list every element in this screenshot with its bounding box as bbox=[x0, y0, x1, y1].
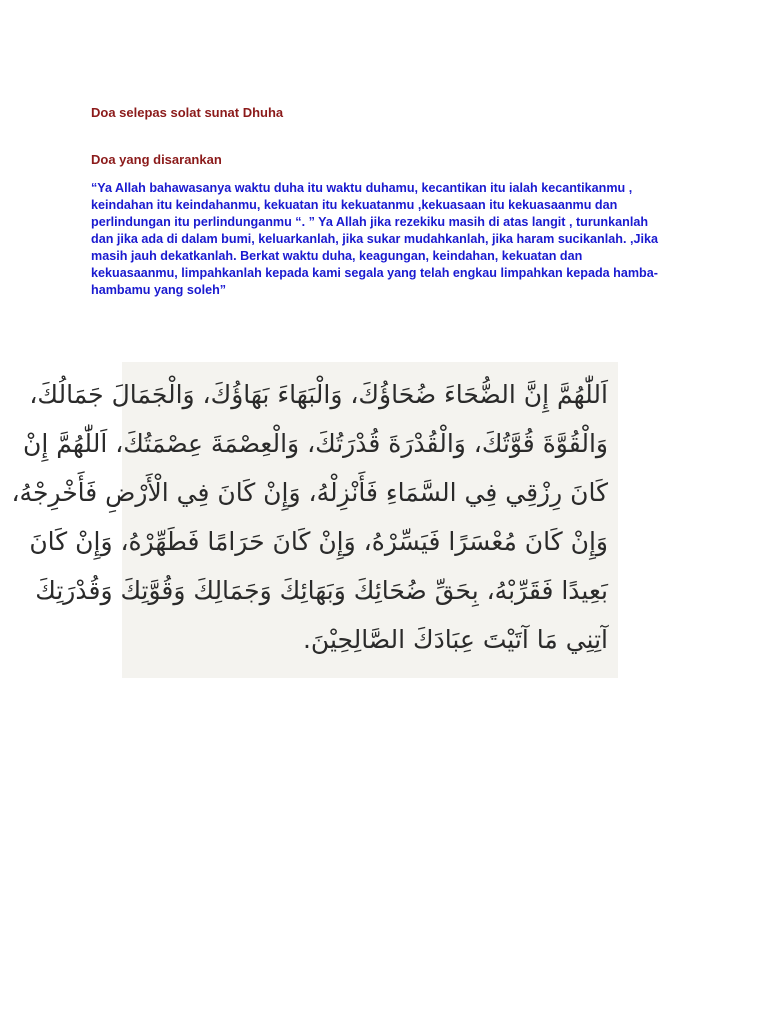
arabic-line-6: آتِنِي مَا آتَيْتَ عِبَادَكَ الصَّالِحِيْنَ. bbox=[302, 625, 608, 654]
arabic-doa-image bbox=[11, 362, 618, 678]
arabic-line-3: كَانَ رِزْقِي فِي السَّمَاءِ فَأَنْزِلْهُ، وَإِنْ كَانَ فِي الْأَرْضِ فَأَخْرِجْهُ، bbox=[11, 478, 608, 507]
arabic-line-2: وَالْقُوَّةَ قُوَّتُكَ، وَالْقُدْرَةَ قُدْرَتُكَ، وَالْعِصْمَةَ عِصْمَتُكَ، اَللّٰهُمَّ إِنْ bbox=[23, 429, 608, 458]
document-subtitle: Doa yang disarankan bbox=[91, 152, 222, 167]
doa-paragraph: “Ya Allah bahawasanya waktu duha itu waktu duhamu, kecantikan itu ialah kecantikanmu , keindahan itu keindahanmu, kekuatan itu kekuatanmu ,kekuasaan itu kekuasaanmu dan perlindungan itu perlindunganmu “. ” Ya Allah jika rezekiku masih di atas langit , turunkanlah dan jika ada di dalam bumi, keluarkanlah, jika sukar mudahkanlah, jika haram sucikanlah. ,Jika masih jauh dekatkanlah. Berkat waktu duha, keagungan, keindahan, kekuatan dan kekuasaanmu, limpahkanlah kepada kami segala yang telah engkau limpahkan kepada hamba-hambamu yang soleh” bbox=[91, 181, 658, 297]
arabic-line-1: اَللّٰهُمَّ إِنَّ الضُّحَاءَ ضُحَاؤُكَ، وَالْبَهَاءَ بَهَاؤُكَ، وَالْجَمَالَ جَمَالُكَ، bbox=[29, 380, 608, 409]
arabic-line-5: بَعِيدًا فَقَرِّبْهُ، بِحَقِّ ضُحَائِكَ وَبَهَائِكَ وَجَمَالِكَ وَقُوَّتِكَ وَقُدْرَتِكَ bbox=[35, 576, 608, 605]
document-title: Doa selepas solat sunat Dhuha bbox=[91, 105, 284, 120]
arabic-line-4: وَإِنْ كَانَ مُعْسَرًا فَيَسِّرْهُ، وَإِنْ كَانَ حَرَامًا فَطَهِّرْهُ، وَإِنْ كَانَ bbox=[29, 527, 608, 556]
